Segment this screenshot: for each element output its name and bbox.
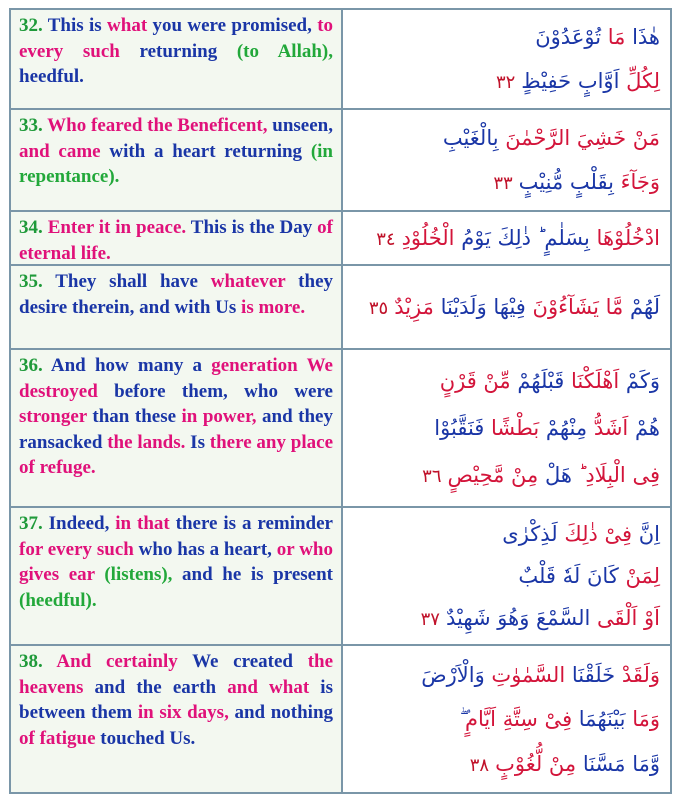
translation-segment: whatever [210,271,286,292]
translation-segment: touched Us. [95,727,196,749]
arabic-segment: ۖ [459,707,465,731]
arabic-line [353,514,660,554]
verse-number: 32. [19,15,43,36]
arabic-segment: اَشَدُّ [593,416,629,440]
verse-row [11,646,670,792]
translation-segment: And how many a [42,355,212,376]
arabic-segment: وَالْاَرْضَ [421,662,492,687]
translation-segment: and came [19,140,101,162]
translation-segment: of eternal life. [19,217,333,264]
ayah-end-marker: ٣٣ [493,173,513,194]
translation-segment: is more. [241,296,306,318]
arabic-line [353,556,660,596]
ayah-end-marker: ٣٤ [376,229,396,250]
arabic-segment: اَهْلَكْنَا [571,369,620,393]
arabic-segment: وَلَقَدْ [621,662,660,687]
arabic-segment: وَّمَا مَسَّنَا [576,751,660,776]
arabic-segment: وَكَمْ [619,369,660,393]
arabic-segment: مِّنْ قَرْنٍ [439,369,511,393]
verse-table [9,8,672,794]
translation-segment: you were promised, [147,15,318,36]
arabic-verse [343,266,670,348]
translation-segment: and they ransacked [19,406,333,453]
translation-segment: generation We destroyed [19,355,333,402]
verse-row [11,212,670,266]
arabic-segment: اَوَّابٍ حَفِيْظٍ [521,68,627,93]
arabic-line [353,744,660,786]
arabic-segment: مَا [607,25,626,50]
arabic-line [353,598,660,640]
arabic-segment: لِمَنْ [625,564,660,588]
verse-row [11,350,670,508]
translation-segment: We created [192,651,308,672]
arabic-line [353,408,660,448]
translation-segment: the lands. [107,431,186,453]
translation-segment: in that [115,513,170,534]
arabic-segment: بِالْغَيْبِ [442,126,506,150]
verse-number: 35. [19,271,43,292]
translation-segment: what [107,15,148,36]
arabic-segment: وَمَا [632,707,660,731]
arabic-line [353,162,660,204]
translation-segment: returning [119,40,237,62]
arabic-line [353,699,660,739]
arabic-segment: بِقَلْبٍ مُّنِيْبٍ [518,170,621,194]
translation-segment: and what [227,676,310,698]
ayah-end-marker: ٣٧ [420,609,440,630]
arabic-verse [343,10,670,108]
english-translation [11,646,343,792]
translation-segment: and he is present [172,564,333,585]
arabic-line [353,655,660,695]
translation-segment: or who gives ear [19,538,333,585]
arabic-segment: هٰذَا [625,25,660,50]
arabic-segment: اَوْ اَلْقَى [596,606,660,630]
arabic-line [353,118,660,158]
arabic-segment: قَبْلَهُمْ [510,369,571,393]
verse-number: 37. [19,513,43,534]
arabic-segment: مَّا يَشَآءُوْنَ [532,295,624,319]
verse-number: 36. [19,355,43,376]
arabic-segment: بَيْنَهُمَا [572,707,633,731]
verse-row [11,110,670,212]
ayah-end-marker: ٣٥ [368,298,389,319]
english-translation [11,10,343,108]
arabic-segment: مِنْهُمْ [539,416,594,440]
verse-row [11,266,670,350]
arabic-segment: فِىْ ذٰلِكَ [564,522,633,546]
translation-segment: Is [185,431,210,453]
arabic-verse [343,646,670,792]
arabic-segment: فَنَقَّبُوْا [434,416,491,440]
arabic-segment: اِنَّ [632,522,660,546]
arabic-segment: لَذِكْرٰى [502,522,565,546]
translation-segment: there is a reminder [169,513,333,534]
translation-segment: the Beneficent, [147,115,268,136]
translation-segment: than these [86,406,182,427]
arabic-segment: مِنْ مَّحِيْصٍ [447,463,539,487]
translation-segment: (listens), [94,564,173,585]
ayah-end-marker: ٣٦ [422,466,442,487]
arabic-segment: هُمْ [628,416,660,440]
translation-segment: in six days, [137,702,229,723]
translation-segment: unseen, [267,115,333,136]
translation-segment: stronger [19,406,87,427]
translation-segment: there any place of refuge. [19,431,333,478]
translation-segment: before them, who were [97,380,333,402]
arabic-line [353,287,660,329]
translation-segment: who has a heart, [133,538,277,560]
arabic-verse [343,110,670,210]
arabic-segment: بَطْشًا [491,416,540,440]
arabic-verse [343,212,670,264]
english-translation [11,508,343,644]
arabic-line [353,61,660,103]
translation-segment: to every such [19,15,334,62]
verse-row [11,10,670,110]
arabic-segment: فِىْ سِتَّةِ اَيَّامٍ [464,707,573,731]
arabic-segment: الرَّحْمٰنَ [505,126,571,150]
verse-row [11,508,670,646]
arabic-segment: مِنْ لُّغُوْبٍ [495,751,577,776]
translation-segment: for every such [19,538,134,560]
translation-segment: (in repentance). [19,140,334,187]
english-translation [11,266,343,348]
translation-segment: This is the Day [190,217,318,238]
translation-segment: of fatigue [19,727,96,749]
translation-segment: the heavens [19,651,334,698]
verse-number: 34. [19,217,43,238]
translation-segment: heedful. [19,66,84,87]
translation-segment: (heedful). [19,589,97,611]
translation-segment: Enter it in peace. [42,217,191,238]
arabic-segment: هَلْ [538,463,579,487]
translation-segment: and the earth [83,676,228,698]
translation-segment: And certainly [42,651,193,672]
arabic-segment: بِسَلٰمٍ ؕ ذٰلِكَ يَوْمُ [454,226,590,250]
arabic-segment: مَزِيْدٌ [394,295,434,319]
translation-segment: and nothing [228,702,334,723]
arabic-segment: فِيْهَا وَلَدَيْنَا [433,295,533,319]
translation-segment: (to Allah), [236,40,333,62]
arabic-line [353,361,660,401]
translation-segment: Indeed, [42,513,116,534]
translation-segment: Who feared [42,115,148,136]
arabic-segment: السَّمٰوٰتِ [491,662,566,687]
translation-segment: They shall have [42,271,211,292]
ayah-end-marker: ٣٨ [469,754,490,776]
translation-segment: they desire therein, and with Us [19,271,333,318]
english-translation [11,212,343,264]
translation-segment: is between them [19,676,333,723]
arabic-segment: خَلَقْنَا [565,662,622,687]
arabic-segment: وَجَآءَ [620,170,660,194]
arabic-segment: مَنْ خَشِيَ [570,126,660,150]
arabic-segment: لَهُمْ [623,295,660,319]
arabic-segment: كَانَ لَهٗ قَلْبٌ [518,564,626,588]
translation-segment: This is [42,15,108,36]
english-translation [11,350,343,506]
arabic-segment: لِكُلِّ [626,68,660,93]
arabic-segment: تُوْعَدُوْنَ [535,25,608,50]
arabic-segment: فِى الْبِلَادِ ؕ [578,463,660,487]
ayah-end-marker: ٣٢ [495,71,516,93]
arabic-segment: الْخُلُوْدِ [401,226,455,250]
english-translation [11,110,343,210]
arabic-verse [343,350,670,506]
arabic-line [353,17,660,57]
verse-number: 33. [19,115,43,136]
arabic-line [353,455,660,497]
translation-segment: with a heart returning [100,140,311,162]
verse-number: 38. [19,651,43,672]
arabic-segment: السَّمْعَ وَهُوَ شَهِيْدٌ [445,606,597,630]
arabic-verse [343,508,670,644]
arabic-segment: ادْخُلُوْهَا [589,226,660,250]
arabic-line [353,218,660,260]
translation-segment: in power, [181,406,257,427]
